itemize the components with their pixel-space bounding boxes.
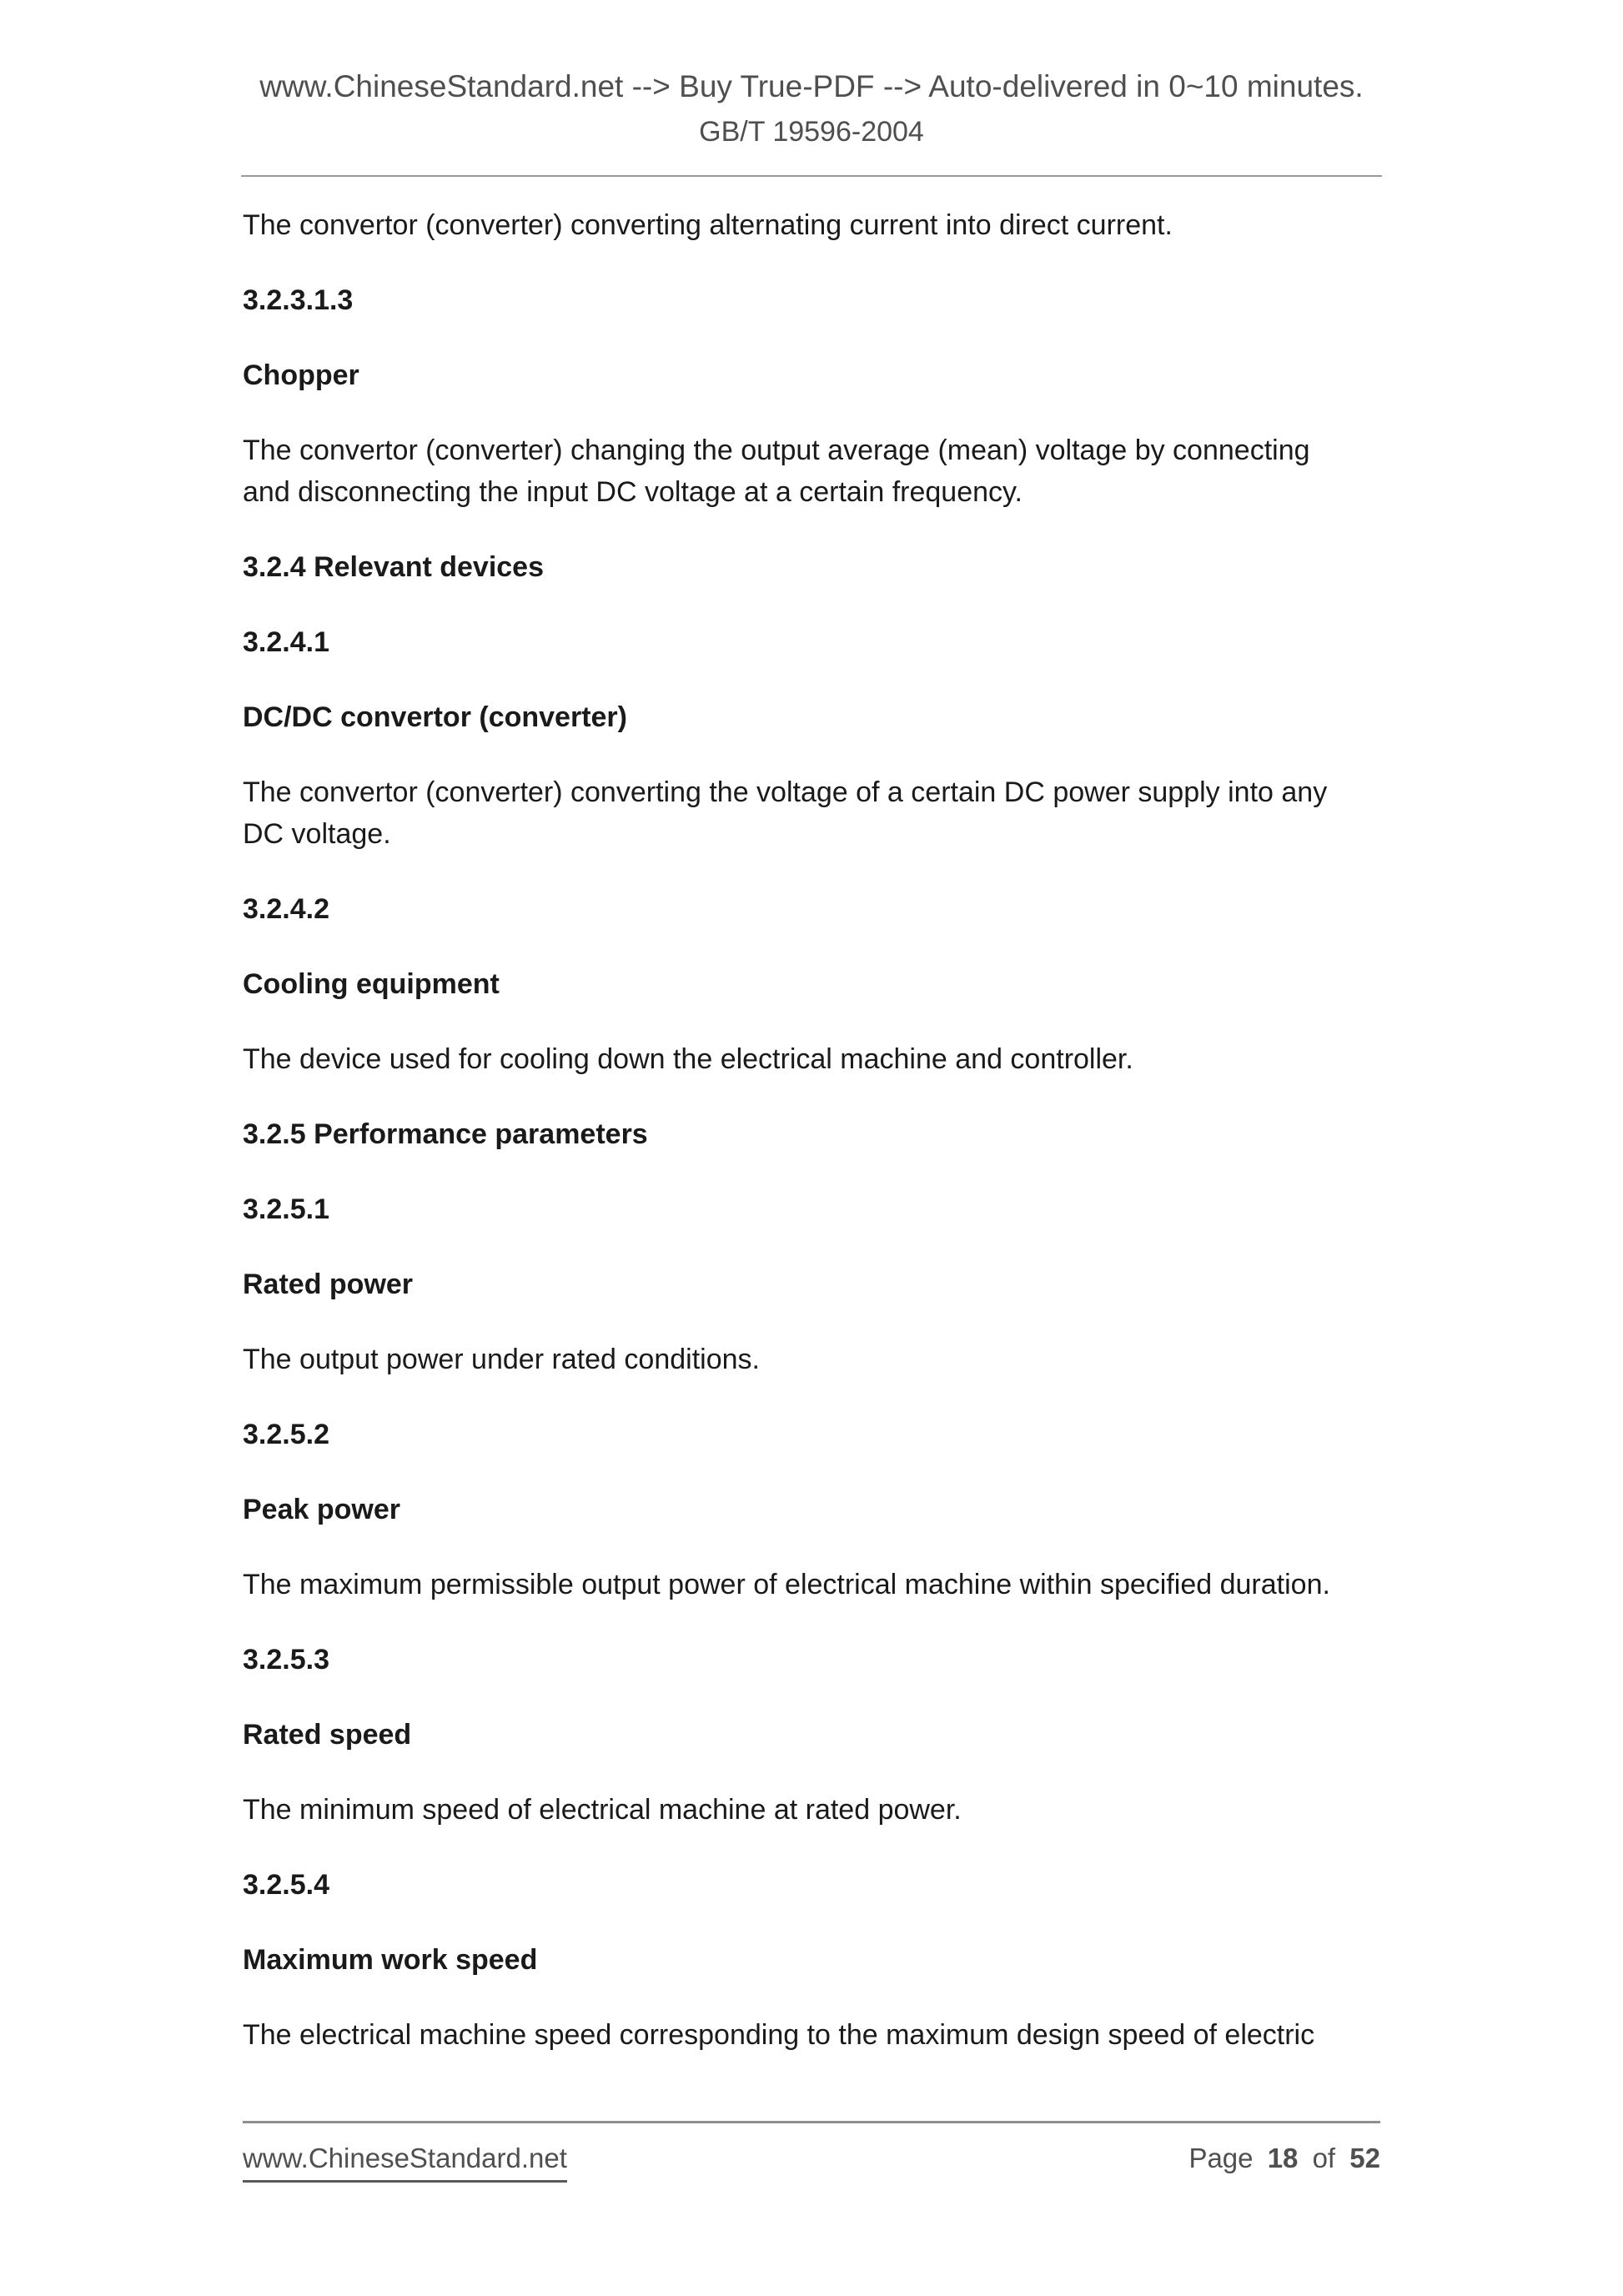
footer-link[interactable]: www.ChineseStandard.net [243,2138,567,2183]
section-number: 3.2.3.1.3 [243,284,354,316]
term-heading: Chopper [243,359,359,391]
section-number: 3.2.5.2 [243,1419,329,1450]
term-heading: Rated speed [243,1719,412,1751]
paragraph [243,430,1380,513]
page-indicator [1188,2138,1380,2179]
pdf-footer [243,2121,1380,2183]
paragraph-line: The minimum speed of electrical machine at rated power. [243,1794,962,1826]
paragraph-line: The output power under rated conditions. [243,1344,760,1375]
header-banner: www.ChineseStandard.net --> Buy True-PDF --> Auto-delivered in 0~10 minutes. [259,69,1364,103]
term-heading: Cooling equipment [243,968,500,1000]
section-number: 3.2.5.3 [243,1644,329,1676]
term-heading: Rated power [243,1269,414,1300]
header-doc-number: GB/T 19596-2004 [699,116,924,148]
section-heading: 3.2.4 Relevant devices [243,551,545,583]
paragraph [243,2014,1380,2056]
paragraph-line: The convertor (converter) converting the voltage of a certain DC power supply into any [243,776,1328,808]
term-heading: Peak power [243,1494,400,1525]
paragraph [243,1789,1380,1831]
paragraph-line: The maximum permissible output power of electrical machine within specified duration. [243,1569,1330,1600]
paragraph [243,1564,1380,1605]
paragraph [243,1339,1380,1380]
paragraph-line: The device used for cooling down the electrical machine and controller. [243,1043,1133,1075]
page-current: 18 [1267,2143,1299,2173]
paragraph [243,204,1380,246]
section-heading: 3.2.5 Performance parameters [243,1118,648,1150]
pdf-header [0,0,1623,154]
of-word: of [1312,2143,1336,2173]
paragraph-line: The electrical machine speed corresponding to the maximum design speed of electric [243,2019,1315,2051]
paragraph [243,1038,1380,1080]
section-number: 3.2.4.1 [243,626,329,658]
page-word: Page [1188,2143,1254,2173]
section-number: 3.2.4.2 [243,893,329,925]
paragraph-line: The convertor (converter) converting alternating current into direct current. [243,209,1173,241]
page-total: 52 [1349,2143,1380,2173]
paragraph [243,771,1380,855]
document-body [243,177,1380,2056]
term-heading: Maximum work speed [243,1944,538,1976]
section-number: 3.2.5.4 [243,1869,329,1901]
paragraph-line: and disconnecting the input DC voltage at a certain frequency. [243,476,1023,508]
term-heading: DC/DC convertor (converter) [243,701,627,733]
paragraph-line: The convertor (converter) changing the output average (mean) voltage by connecting [243,435,1310,466]
section-number: 3.2.5.1 [243,1193,329,1225]
paragraph-line: DC voltage. [243,818,391,850]
